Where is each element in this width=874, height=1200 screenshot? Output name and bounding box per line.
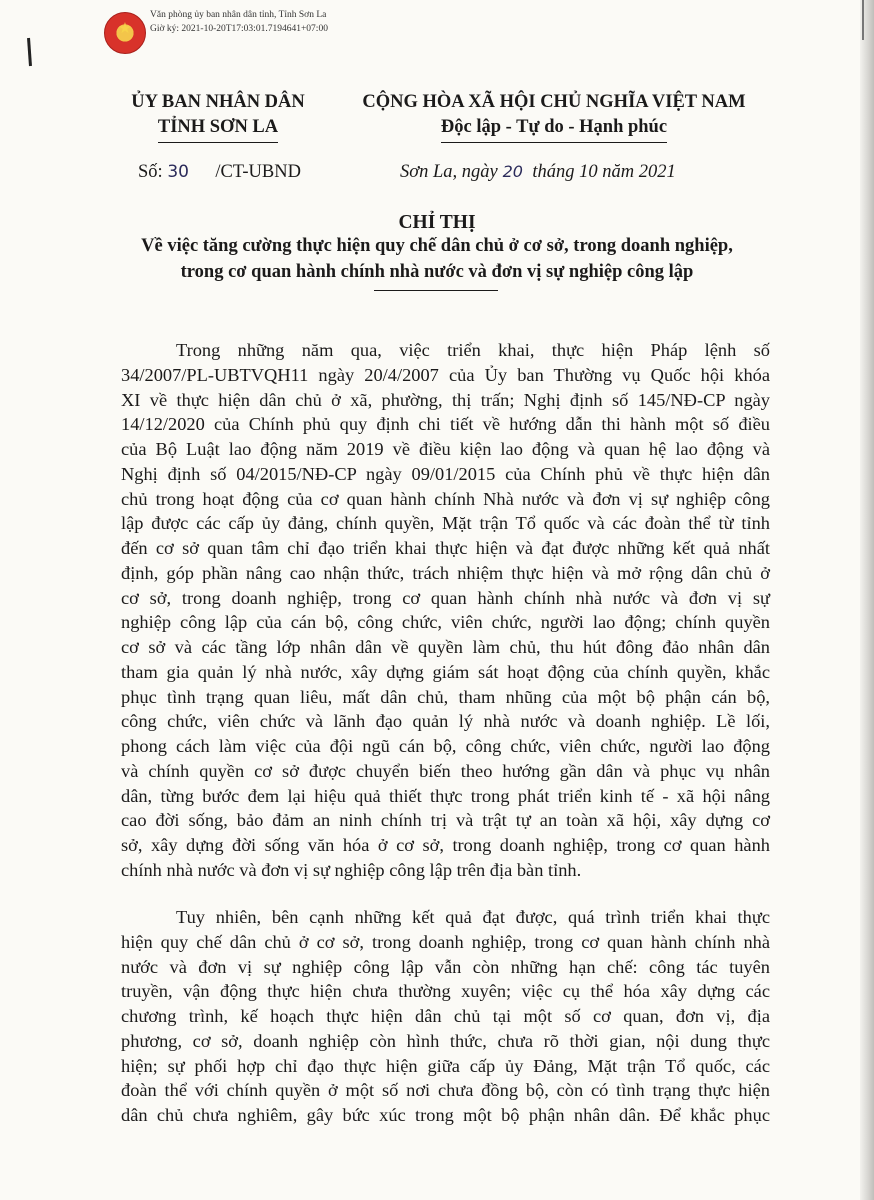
text-line: sở, xây dựng đời sống văn hóa ở cơ sở, trong doanh nghiệp, trong cơ quan hành — [121, 835, 770, 855]
subject-line: Về việc tăng cường thực hiện quy chế dân chủ ở cơ sở, trong doanh nghiệp, — [141, 236, 733, 256]
text-line: công chức, viên chức và lãnh đạo quản lý nhà nước và doanh nghiệp. Lề lối, — [121, 711, 770, 732]
number-prefix: Số: — [138, 162, 163, 182]
date-prefix: Sơn La, ngày — [400, 162, 498, 182]
document-date — [400, 162, 676, 183]
national-emblem-icon: ★ — [104, 12, 146, 54]
text-line: nước và đơn vị sự nghiệp công lập vẫn còn những hạn chế: công tác tuyên — [121, 956, 770, 977]
country-name: CỘNG HÒA XÃ HỘI CHỦ NGHĨA VIỆT NAM — [362, 92, 746, 112]
text-line: chương trình, kế hoạch thực hiện dân chủ tại một số cơ quan, đơn vị, địa — [121, 1006, 770, 1026]
number-suffix: /CT-UBND — [215, 162, 301, 182]
text-line: của Bộ Luật lao động năm 2019 về điều kiện lao động và quan hệ lao động và — [121, 439, 770, 459]
body-paragraph-2 — [121, 905, 770, 1128]
text-line: 14/12/2020 của Chính phủ quy định chi tiết về hướng dẫn thi hành một số điều — [121, 414, 770, 435]
text-line: chính nhà nước và đơn vị sự nghiệp công lập trên địa bàn tỉnh. — [121, 859, 582, 880]
body-paragraph-1 — [121, 338, 770, 883]
text-line: chủ trong hoạt động của cơ quan hành chính Nhà nước và đơn vị sự nghiệp công — [121, 488, 770, 509]
text-line: cơ sở và các tầng lớp nhân dân về quyền làm chủ, thu hút đông đảo nhân dân — [121, 637, 770, 657]
text-line: Trong những năm qua, việc triển khai, thực hiện Pháp lệnh số — [176, 340, 770, 360]
text-line: nghiệp công lập của cán bộ, công chức, viên chức, người lao động; chính quyền — [121, 612, 770, 633]
handwritten-number: 30 — [167, 162, 189, 182]
text-line: định, góp phần nâng cao nhận thức, trách nhiệm thực hiện và mở rộng dân chủ ở — [121, 562, 770, 583]
page-edge-mark — [862, 0, 864, 40]
scan-mark — [27, 38, 32, 66]
text-line: phương, cơ sở, doanh nghiệp còn hình thức, chưa rõ thời gian, nội dung thực — [121, 1030, 770, 1051]
text-line: phục tình trạng quan liêu, mất dân chủ, tham nhũng của một bộ phận cán bộ, — [121, 686, 770, 707]
signature-details — [150, 8, 328, 36]
text-line: dân, từng bước đem lại hiệu quả thiết thực trong phát triển kinh tế - xã hội nâng — [121, 785, 770, 806]
text-line: 34/2007/PL-UBTVQH11 ngày 20/4/2007 của Ủy ban Thường vụ Quốc hội khóa — [121, 364, 770, 385]
text-line: lập được các cấp ủy đảng, chính quyền, Mặt trận Tổ quốc và các đoàn thể từ tỉnh — [121, 513, 770, 534]
text-line: đoàn thể với chính quyền ở một số nơi chưa đồng bộ, còn có tình trạng thực hiện — [121, 1080, 770, 1101]
text-line: hiện quy chế dân chủ ở cơ sở, trong doanh nghiệp, trong cơ quan hành chính nhà — [121, 931, 770, 952]
text-line: đến cơ sở quan tâm chỉ đạo triển khai thực hiện và đạt được những kết quả nhất — [121, 538, 770, 558]
text-line: truyền, vận động thực hiện chưa thường xuyên; việc cụ thể hóa xây dựng các — [121, 981, 770, 1002]
text-line: tham gia quản lý nhà nước, xây dựng giám sát hoạt động của chính quyền, khắc — [121, 661, 770, 682]
title-underline — [374, 290, 498, 291]
subject-line: trong cơ quan hành chính nhà nước và đơn vị sự nghiệp công lập — [180, 262, 694, 282]
text-line: và chính quyền cơ sở được chuyển biến theo hướng gần dân và phục vụ nhân — [121, 760, 770, 781]
date-suffix: tháng 10 năm 2021 — [532, 162, 676, 182]
issuing-authority — [98, 90, 338, 143]
text-line: Nghị định số 04/2015/NĐ-CP ngày 09/01/2015 của Chính phủ về thực hiện dân — [121, 463, 770, 484]
handwritten-day: 20 — [502, 162, 523, 181]
authority-name: ỦY BAN NHÂN DÂN — [131, 92, 305, 112]
authority-province: TỈNH SƠN LA — [158, 115, 278, 143]
digital-signature-stamp — [104, 4, 444, 50]
signature-line: Giờ ký: 2021-10-20T17:03:01.7194641+07:00 — [150, 24, 328, 34]
text-line: phong cách làm việc của đội ngũ cán bộ, công chức, viên chức, người lao động — [121, 736, 770, 756]
signature-line: Văn phòng ủy ban nhân dân tỉnh, Tỉnh Sơn La — [150, 10, 327, 20]
text-line: hiện; sự phối hợp chỉ đạo thực hiện giữa cấp ủy Đảng, Mặt trận Tổ quốc, các — [121, 1055, 770, 1076]
text-line: dân chủ chưa nghiêm, gây bức xúc trong một bộ phận nhân dân. Để khắc phục — [121, 1105, 770, 1125]
document-number — [138, 162, 301, 183]
text-line: cao đời sống, bảo đảm an ninh chính trị và trật tự an toàn xã hội, xây dựng cơ — [121, 810, 770, 831]
document-type-title: CHỈ THỊ — [398, 212, 476, 233]
text-line: cơ sở, trong doanh nghiệp, trong cơ quan hành chính nhà nước và đơn vị sự — [121, 587, 770, 608]
national-heading — [346, 90, 762, 143]
national-motto: Độc lập - Tự do - Hạnh phúc — [441, 115, 667, 143]
text-line: XI về thực hiện dân chủ ở xã, phường, thị trấn; Nghị định số 145/NĐ-CP ngày — [121, 389, 770, 410]
text-line: Tuy nhiên, bên cạnh những kết quả đạt được, quá trình triển khai thực — [176, 907, 770, 927]
page-edge-shadow — [860, 0, 874, 1200]
